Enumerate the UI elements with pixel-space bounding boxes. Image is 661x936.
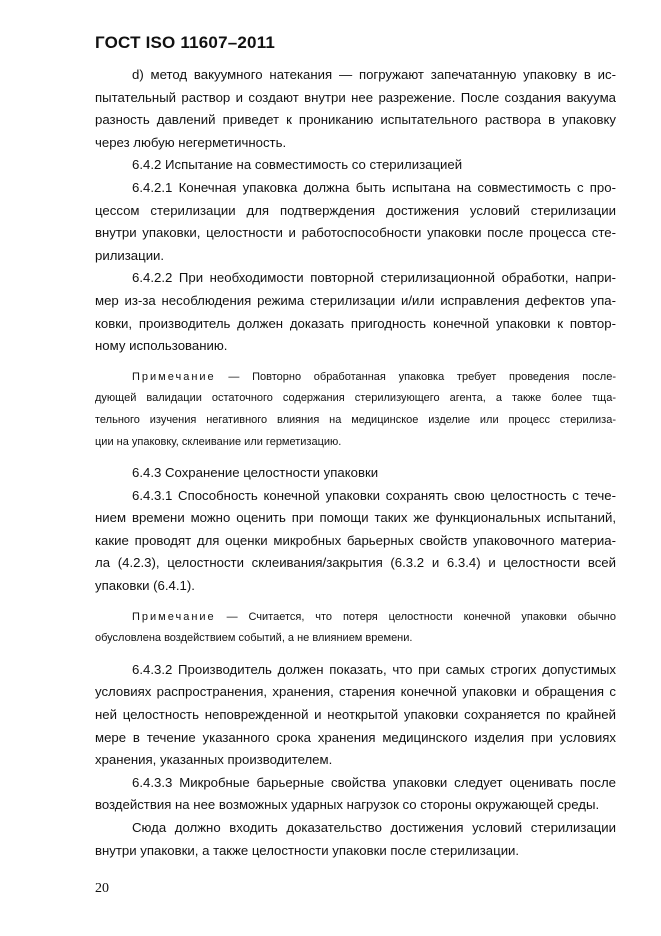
text-line: ла (4.2.3), целостности склеивания/закрытия (6.3.2 и 6.3.4) и целостности всей xyxy=(95,555,616,571)
text-line: пытательный раствор и создают внутри нее разрежение. После создания вакуума xyxy=(95,89,616,105)
text-line: мере в течение указанного срока хранения медицинского изделия при условиях xyxy=(95,729,616,745)
text-line: 6.4.3.1 Способность конечной упаковки сохранять свою целостность с тече- xyxy=(132,487,616,503)
spacer xyxy=(95,453,616,462)
paragraph-vacuum-method xyxy=(95,64,616,154)
text-line: через любую негерметичность. xyxy=(95,134,287,150)
note-line: дующей валидации остаточного содержания стерилизующего агента, а также более тща- xyxy=(95,392,616,405)
document-body xyxy=(95,64,616,862)
text-line: внутри упаковки, а также целостности упаковки после стерилизации. xyxy=(95,842,520,858)
heading-6-4-2 xyxy=(95,154,616,177)
paragraph-6-4-3-1 xyxy=(95,485,616,598)
text-line: цессом стерилизации для подтверждения достижения условий стерилизации xyxy=(95,202,616,218)
text-line: рилизации. xyxy=(95,247,165,263)
note-reprocessed-packaging xyxy=(95,367,616,453)
text-line: нием времени можно оценить при помощи таких же функциональных испытаний, xyxy=(95,510,616,526)
text-line: хранения, указанных производителем. xyxy=(95,752,333,768)
text-line: разность давлений приведет к прониканию испытательного раствора в упаковку xyxy=(95,112,616,128)
text-line: 6.4.3.3 Микробные барьерные свойства упаковки следует оценивать после xyxy=(132,774,616,790)
text-line: внутри упаковки, целостности и работоспособности упаковки после процесса сте- xyxy=(95,225,616,241)
note-label: Примечание xyxy=(132,370,216,383)
text-line: ней целостность неповрежденной и неоткрытой упаковки сохраняется по крайней xyxy=(95,707,616,723)
section-heading: 6.4.3 Сохранение целостности упаковки xyxy=(132,465,379,481)
note-line: ции на упаковку, склеивание или герметизацию. xyxy=(95,435,342,448)
note-integrity-loss xyxy=(95,607,616,650)
paragraph-6-4-3-2 xyxy=(95,659,616,772)
text-line: условиях распространения, хранения, старения конечной упаковки и обращения с xyxy=(95,684,616,700)
note-first-line xyxy=(95,607,616,629)
text-line: d) метод вакуумного натекания — погружают запечатанную упаковку в ис- xyxy=(132,67,616,82)
spacer xyxy=(95,650,616,659)
text-line: ному использованию. xyxy=(95,338,228,354)
text-line: ковки, производитель должен доказать пригодность конечной упаковки к повтор- xyxy=(95,315,616,331)
text-line: 6.4.3.2 Производитель должен показать, что при самых строгих допустимых xyxy=(132,661,616,677)
note-first-line xyxy=(95,367,616,389)
text-line: какие проводят для оценки микробных барьерных свойств упаковочного материа- xyxy=(95,532,616,548)
text-line: Сюда должно входить доказательство достижения условий стерилизации xyxy=(132,820,616,835)
heading-6-4-3 xyxy=(95,462,616,485)
note-line: обусловлена воздействием событий, а не влиянием времени. xyxy=(95,632,413,645)
note-text: — Повторно обработанная упаковка требует проведения после- xyxy=(215,370,616,383)
note-line: тельного изучения негативного влияния на медицинское изделие или процесс стерилиза- xyxy=(95,413,616,426)
text-line: 6.4.2.2 При необходимости повторной стерилизационной обработки, напри- xyxy=(132,270,616,286)
text-line: воздействия на нее возможных ударных нагрузок со стороны окружающей среды. xyxy=(95,797,600,813)
paragraph-sterilization-evidence xyxy=(95,817,616,862)
text-line: мер из-за несоблюдения режима стерилизации и/или исправления дефектов упа- xyxy=(95,292,616,308)
paragraph-6-4-2-2 xyxy=(95,267,616,357)
paragraph-6-4-2-1 xyxy=(95,177,616,267)
document-header: ГОСТ ISO 11607–2011 xyxy=(95,33,276,52)
section-heading: 6.4.2 Испытание на совместимость со стерилизацией xyxy=(132,157,463,173)
note-text: — Считается, что потеря целостности конечной упаковки обычно xyxy=(215,610,616,623)
spacer xyxy=(95,358,616,367)
text-line: 6.4.2.1 Конечная упаковка должна быть испытана на совместимость с про- xyxy=(132,179,616,195)
note-label: Примечание xyxy=(132,610,216,623)
spacer xyxy=(95,598,616,607)
paragraph-6-4-3-3 xyxy=(95,772,616,817)
page-number: 20 xyxy=(95,881,109,896)
text-line: упаковки (6.4.1). xyxy=(95,578,195,594)
